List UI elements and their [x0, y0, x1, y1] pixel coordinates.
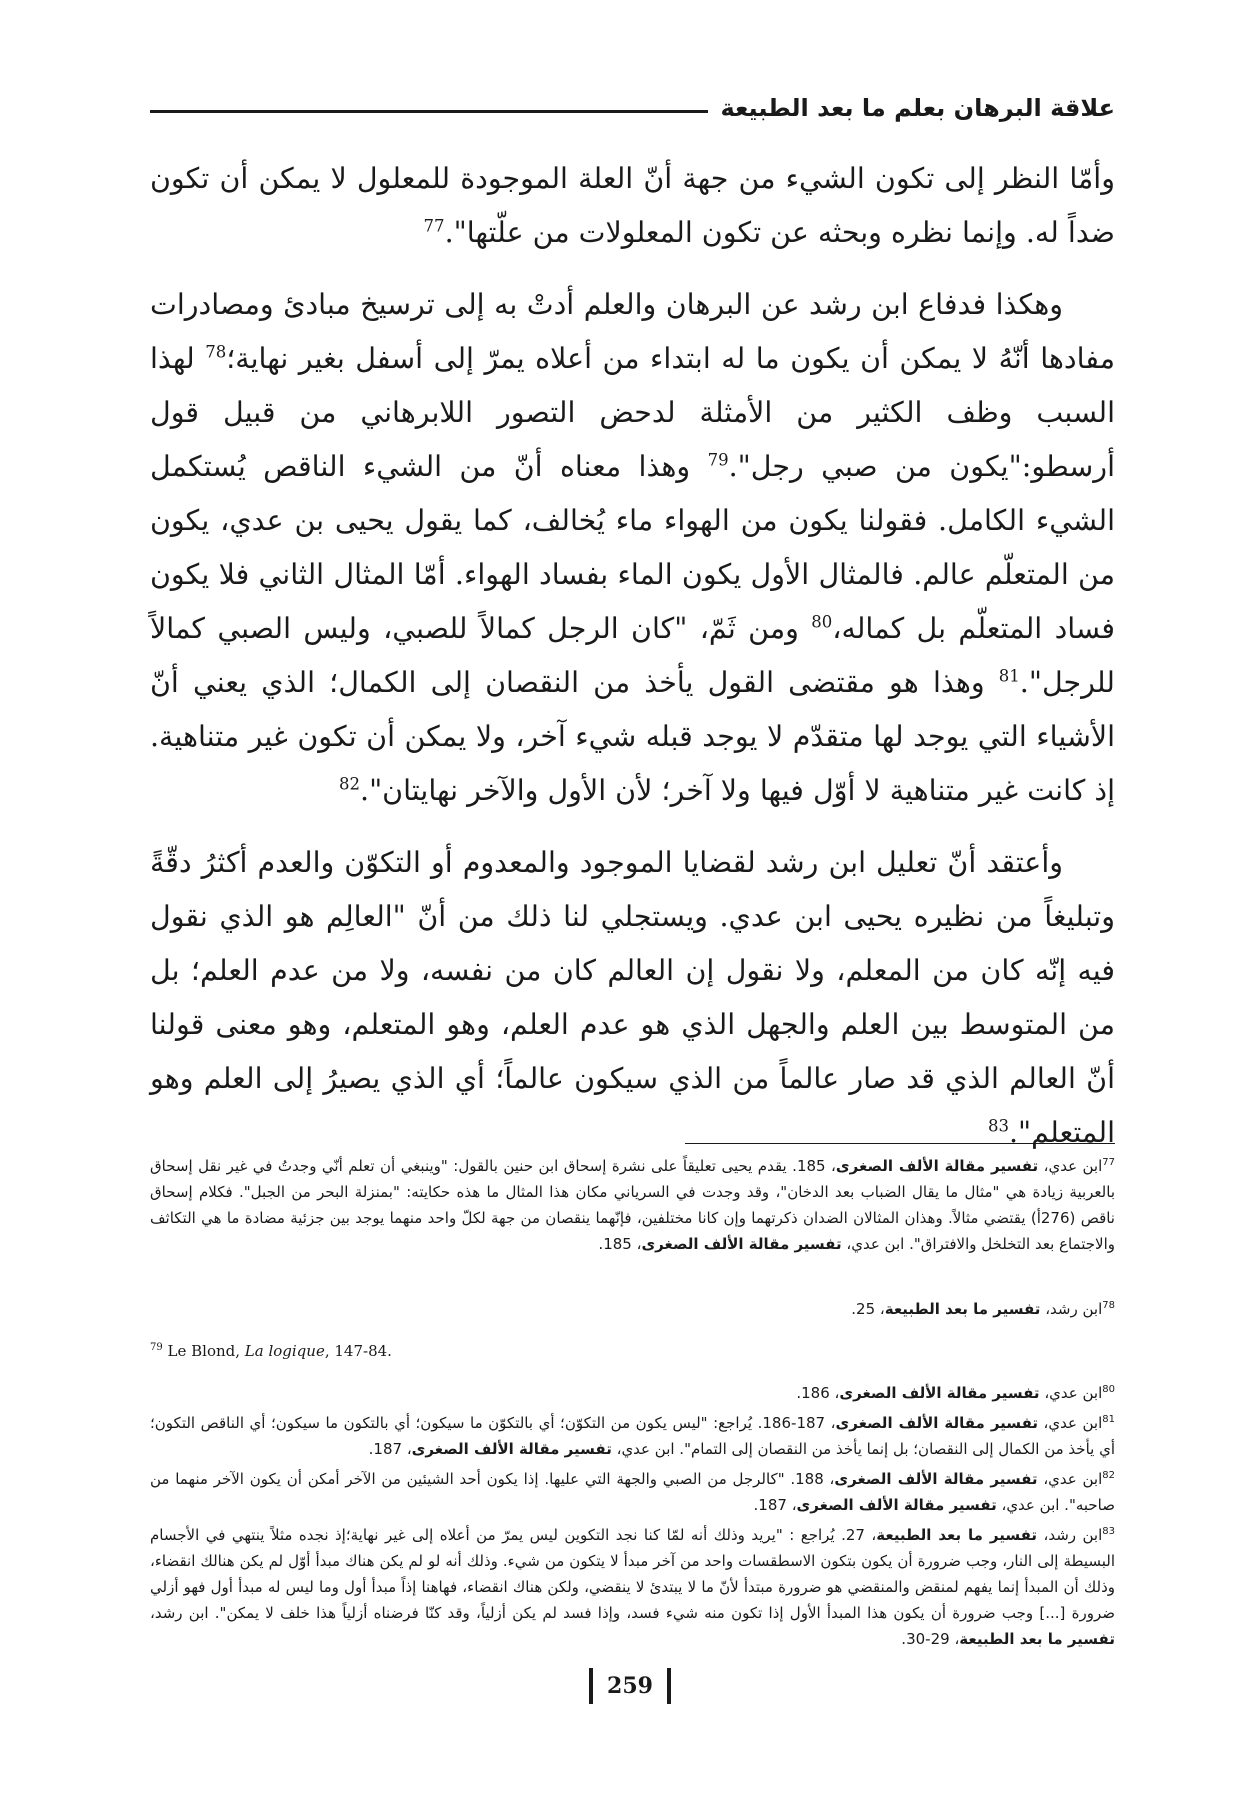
footnote-82: $^{82}$ابن عدي، تفسير مقالة الألف الصغرى، 188. "كالرجل من الصبي والجهة التي عليها. إذا يكون أحد الشيئين من الآخر أمكن أن يكون الآخر منهما من صاحبه". ابن عدي، تفسير مقالة الألف الصغرى، 187.: [150, 1470, 1115, 1514]
running-header-title: علاقة البرهان بعلم ما بعد الطبيعة: [708, 88, 1115, 128]
page-number: 259: [589, 1668, 671, 1704]
paragraph-2: وهكذا فدفاع ابن رشد عن البرهان والعلم أدتْ به إلى ترسيخ مبادئ ومصادرات مفادها أنّهُ لا يمكن أن يكون ما له ابتداء من أعلاه يمرّ إلى أسفل بغير نهاية؛$^{78}$ لهذا السبب وظف الكثير من الأمثلة لدحض التصور اللابرهاني من قبيل قول أرسطو:"يكون من صبي رجل".$^{79}$ وهذا معناه أنّ من الشيء الناقص يُستكمل الشيء الكامل. فقولنا يكون من الهواء ماء يُخالف، كما يقول يحيى بن عدي، يكون من المتعلّم عالم. فالمثال الأول يكون الماء بفساد الهواء. أمّا المثال الثاني فلا يكون فساد المتعلّم بل كماله،$^{80}$ ومن ثَمّ، "كان الرجل كمالاً للصبي، وليس الصبي كمالاً للرجل".$^{81}$ وهذا هو مقتضى القول يأخذ من النقصان إلى الكمال؛ الذي يعني أنّ الأشياء التي يوجد لها متقدّم لا يوجد قبله شيء آخر، ولا يمكن أن تكون غير متناهية. إذ كانت غير متناهية لا أوّل فيها ولا آخر؛ لأن الأول والآخر نهايتان".$^{82}$: [150, 288, 1115, 807]
footnote-ref-80[interactable]: 80: [811, 612, 833, 632]
footnote-ref-83[interactable]: 83: [987, 1116, 1009, 1136]
footnote-83: $^{83}$ابن رشد، تفسير ما بعد الطبيعة، 27. يُراجع : "يريد وذلك أنه لمّا كنا نجد التكوين ليس يمرّ من أعلاه إلى غير نهاية؛إذ نجده مثلاً ينتهي في الأجسام البسيطة إلى النار، وجب ضرورة أن يكون بتكون الاسطقسات واحد من آخر مبدأ لا يتكون من شيء. وذلك أنه لو لم يكن هناك مبدأ أوّل لم يكن هنالك انقضاء، وذلك أن المبدأ إنما يفهم لمنقض والمنقضي هو ضرورة مبتدأ لأنّ ما لا يبتدئ لا ينقضي، ولكن هناك انقضاء، فهاهنا إذاً مبدأ أول وما ليس له مبدأ أول فهو أزلي ضرورة [...] وجب ضرورة أن يكون هذا المبدأ الأول إذا تكون منه شيء فسد، وإذا فسد لم يكن أزلياً، وقد كنّا فرضناه أزلياً هذا خلف لا يمكن". ابن رشد، تفسير ما بعد الطبيعة، 29-30.: [150, 1526, 1116, 1648]
footnote-separator: [685, 1143, 1115, 1144]
main-text: [150, 152, 1115, 1178]
page-number-block: [0, 1668, 1260, 1704]
running-header: [150, 88, 1115, 128]
footnote-80: $^{80}$ابن عدي، تفسير مقالة الألف الصغرى، 186.: [796, 1384, 1115, 1402]
footnote-ref-82[interactable]: 82: [339, 774, 361, 794]
footnote-ref-81[interactable]: 81: [998, 666, 1020, 686]
footnote-78: $^{78}$ابن رشد، تفسير ما بعد الطبيعة، 25.: [851, 1300, 1115, 1318]
paragraph-3: وأعتقد أنّ تعليل ابن رشد لقضايا الموجود والمعدوم أو التكوّن والعدم أكثرُ دقّةً وتبليغاً من نظيره يحيى ابن عدي. ويستجلي لنا ذلك من أنّ "العالِم هو الذي نقول فيه إنّه كان من المعلم، ولا نقول إن العالم كان من نفسه، ولا من عدم العلم؛ بل من المتوسط بين العلم والجهل الذي هو عدم العلم، وهو المتعلم، وهو معنى قولنا أنّ العالم الذي قد صار عالماً من الذي سيكون عالماً؛ أي الذي يصيرُ إلى العلم وهو المتعلم".$^{83}$: [150, 846, 1115, 1149]
footnote-ref-77[interactable]: 77: [423, 216, 445, 236]
footnote-ref-79[interactable]: 79: [707, 450, 729, 470]
footnote-77: $^{77}$ابن عدي، تفسير مقالة الألف الصغرى، 185. يقدم يحيى تعليقاً على نشرة إسحاق ابن حنين بالقول: "وينبغي أن تعلم أنّي وجدتُ في غير نقل إسحاق بالعربية زيادة هي "مثال ما يقال الضباب بعد الدخان"، وقد وجدت في السرياني مكان هذا المثال ما هذه حكايته: "بمنزلة البحر من الجبل". فكلام إسحاق ناقص (276أ) يقتضي مثالاً. وهذان المثالان الضدان ذكرتهما وإن كانا مختلفين، فإنّهما ينقصان من جهة لكلّ واحد منهما يوجد بين جزئية مضادة ما هي التكاثف والاجتماع بعد التخلخل والافتراق". ابن عدي، تفسير مقالة الألف الصغرى، 185.: [150, 1157, 1116, 1253]
footnote-ref-78[interactable]: 78: [205, 342, 227, 362]
footnote-79: $^{79}$ Le Blond, La logique, 147-84.: [150, 1342, 392, 1360]
footnote-81: $^{81}$ابن عدي، تفسير مقالة الألف الصغرى، 187-186. يُراجع: "ليس يكون من التكوّن؛ أي بالتكوّن ما سيكون؛ أي بالتكون ما سيكون؛ أي الناقص التكون؛ أي يأخذ من الكمال إلى النقصان؛ بل إنما يأخذ من النقصان إلى التمام". ابن عدي، تفسير مقالة الألف الصغرى، 187.: [150, 1414, 1116, 1458]
paragraph-1: وأمّا النظر إلى تكون الشيء من جهة أنّ العلة الموجودة للمعلول لا يمكن أن تكون ضداً له. وإنما نظره وبحثه عن تكون المعلولات من علّتها".$^{77}$: [150, 162, 1115, 249]
